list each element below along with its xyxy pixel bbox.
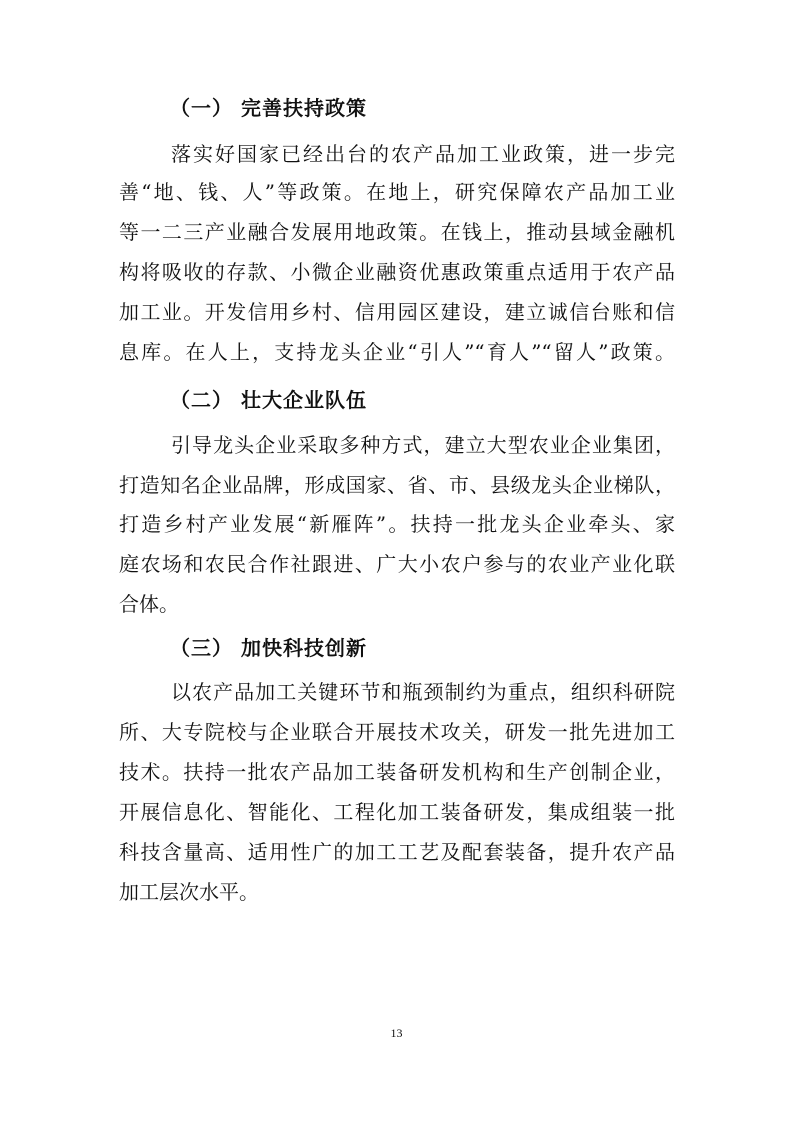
paragraph-line: 技术。扶持一批农产品加工装备研发机构和生产创制企业， — [119, 760, 675, 784]
paragraph-line: 打造知名企业品牌，形成国家、省、市、县级龙头企业梯队， — [119, 473, 675, 497]
section-heading-1: （一） 完善扶持政策 — [170, 96, 367, 120]
paragraph-line: 以农产品加工关键环节和瓶颈制约为重点，组织科研院 — [171, 680, 675, 704]
paragraph-line: 科技含量高、适用性广的加工工艺及配套装备，提升农产品 — [119, 840, 675, 864]
paragraph-line: 息库。在人上，支持龙头企业“引人”“育人”“留人”政策。 — [119, 340, 675, 364]
paragraph-line: 开展信息化、智能化、工程化加工装备研发，集成组装一批 — [119, 800, 675, 824]
paragraph-line: 构将吸收的存款、小微企业融资优惠政策重点适用于农产品 — [119, 260, 675, 284]
paragraph-line: 所、大专院校与企业联合开展技术攻关，研发一批先进加工 — [119, 720, 675, 744]
paragraph-line: 合体。 — [119, 592, 179, 616]
paragraph-line: 善“地、钱、人”等政策。在地上，研究保障农产品加工业 — [119, 180, 675, 204]
section-heading-3: （三） 加快科技创新 — [170, 636, 367, 660]
paragraph-line: 加工业。开发信用乡村、信用园区建设，建立诚信台账和信 — [119, 300, 675, 324]
page-number: 13 — [390, 1026, 403, 1040]
paragraph-line: 落实好国家已经出台的农产品加工业政策，进一步完 — [171, 142, 675, 166]
paragraph-line: 加工层次水平。 — [119, 880, 259, 904]
paragraph-line: 等一二三产业融合发展用地政策。在钱上，推动县域金融机 — [119, 220, 675, 244]
paragraph-line: 引导龙头企业采取多种方式，建立大型农业企业集团， — [171, 433, 675, 457]
paragraph-line: 打造乡村产业发展“新雁阵”。扶持一批龙头企业牵头、家 — [119, 512, 675, 536]
section-heading-2: （二） 壮大企业队伍 — [170, 388, 367, 412]
paragraph-line: 庭农场和农民合作社跟进、广大小农户参与的农业产业化联 — [119, 552, 675, 576]
